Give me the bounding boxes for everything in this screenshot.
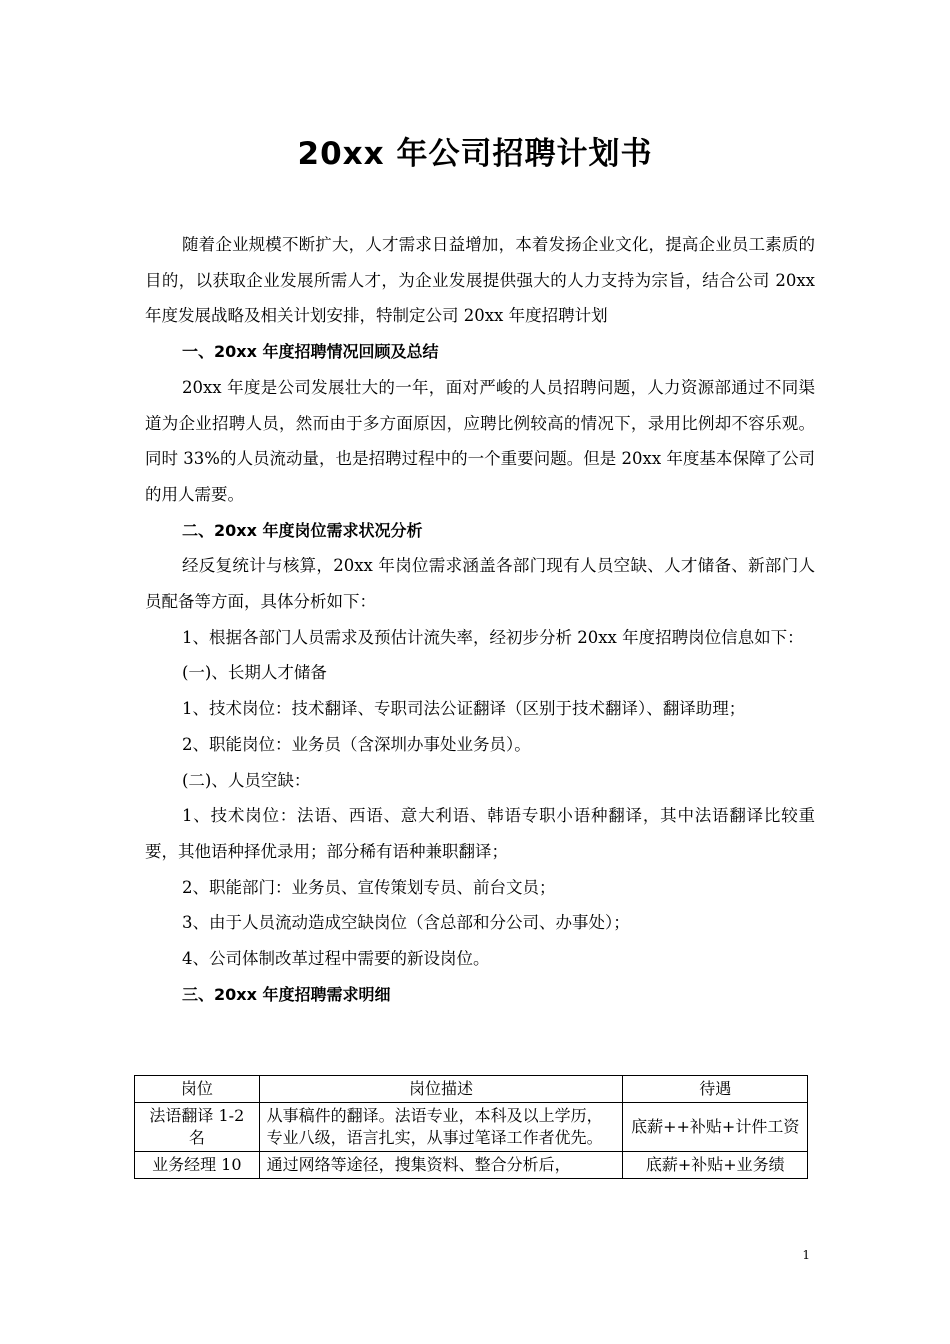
list-paragraph: (二)、人员空缺： — [182, 770, 311, 790]
section-heading-2: 二、20xx 年度岗位需求状况分析 — [182, 520, 423, 540]
table-cell: 底薪+补贴+业务绩 — [623, 1152, 808, 1179]
table-cell: 底薪++补贴+计件工资 — [623, 1103, 808, 1152]
page-number: 1 — [802, 1248, 810, 1262]
list-paragraph: (一)、长期人才储备 — [182, 663, 327, 683]
table-cell: 从事稿件的翻译。法语专业，本科及以上学历，专业八级，语言扎实，从事过笔译工作者优先。 — [259, 1103, 623, 1152]
intro-paragraph: 随着企业规模不断扩大，人才需求日益增加，本着发扬企业文化，提高企业员工素质的目的，以获取企业发展所需人才，为企业发展提供强大的人力支持为宗旨，结合公司 20xx 年度发展战略及相关计划安排，特制定公司 20xx 年度招聘计划 — [145, 235, 815, 326]
list-paragraph: 1、技术岗位：法语、西语、意大利语、韩语专职小语种翻译，其中法语翻译比较重要，其他语种择优录用；部分稀有语种兼职翻译； — [145, 806, 815, 861]
table-row — [135, 1103, 808, 1152]
list-paragraph: 2、职能岗位：业务员（含深圳办事处业务员）。 — [182, 734, 531, 754]
list-paragraph: 1、根据各部门人员需求及预估计流失率，经初步分析 20xx 年度招聘岗位信息如下： — [182, 627, 804, 647]
document-body — [145, 227, 815, 1012]
document-title: 20xx 年公司招聘计划书 — [297, 136, 653, 172]
table-header-row — [135, 1076, 808, 1103]
table-cell: 业务经理 10 — [135, 1152, 260, 1179]
list-paragraph: 1、技术岗位：技术翻译、专职司法公证翻译（区别于技术翻译）、翻译助理； — [182, 699, 746, 719]
table-header-cell: 待遇 — [623, 1076, 808, 1103]
table-header-cell: 岗位 — [135, 1076, 260, 1103]
recruitment-table — [134, 1075, 808, 1179]
section-heading-1: 一、20xx 年度招聘情况回顾及总结 — [182, 342, 439, 362]
table-cell: 法语翻译 1-2 名 — [135, 1103, 260, 1152]
section-heading-3: 三、20xx 年度招聘需求明细 — [182, 984, 391, 1004]
table-header-cell: 岗位描述 — [259, 1076, 623, 1103]
review-paragraph: 20xx 年度是公司发展壮大的一年，面对严峻的人员招聘问题，人力资源部通过不同渠道为企业招聘人员，然而由于多方面原因，应聘比例较高的情况下，录用比例却不容乐观。同时 33%的人员流动量，也是招聘过程中的一个重要问题。但是 20xx 年度基本保障了公司的用人需要。 — [145, 377, 815, 504]
list-paragraph: 4、公司体制改革过程中需要的新设岗位。 — [182, 949, 490, 969]
analysis-paragraph: 经反复统计与核算，20xx 年岗位需求涵盖各部门现有人员空缺、人才储备、新部门人员配备等方面，具体分析如下： — [145, 556, 815, 612]
list-paragraph: 3、由于人员流动造成空缺岗位（含总部和分公司、办事处）； — [182, 913, 630, 933]
list-paragraph: 2、职能部门：业务员、宣传策划专员、前台文员； — [182, 877, 556, 897]
table-row — [135, 1152, 808, 1179]
table-cell: 通过网络等途径，搜集资料、整合分析后， — [259, 1152, 623, 1179]
